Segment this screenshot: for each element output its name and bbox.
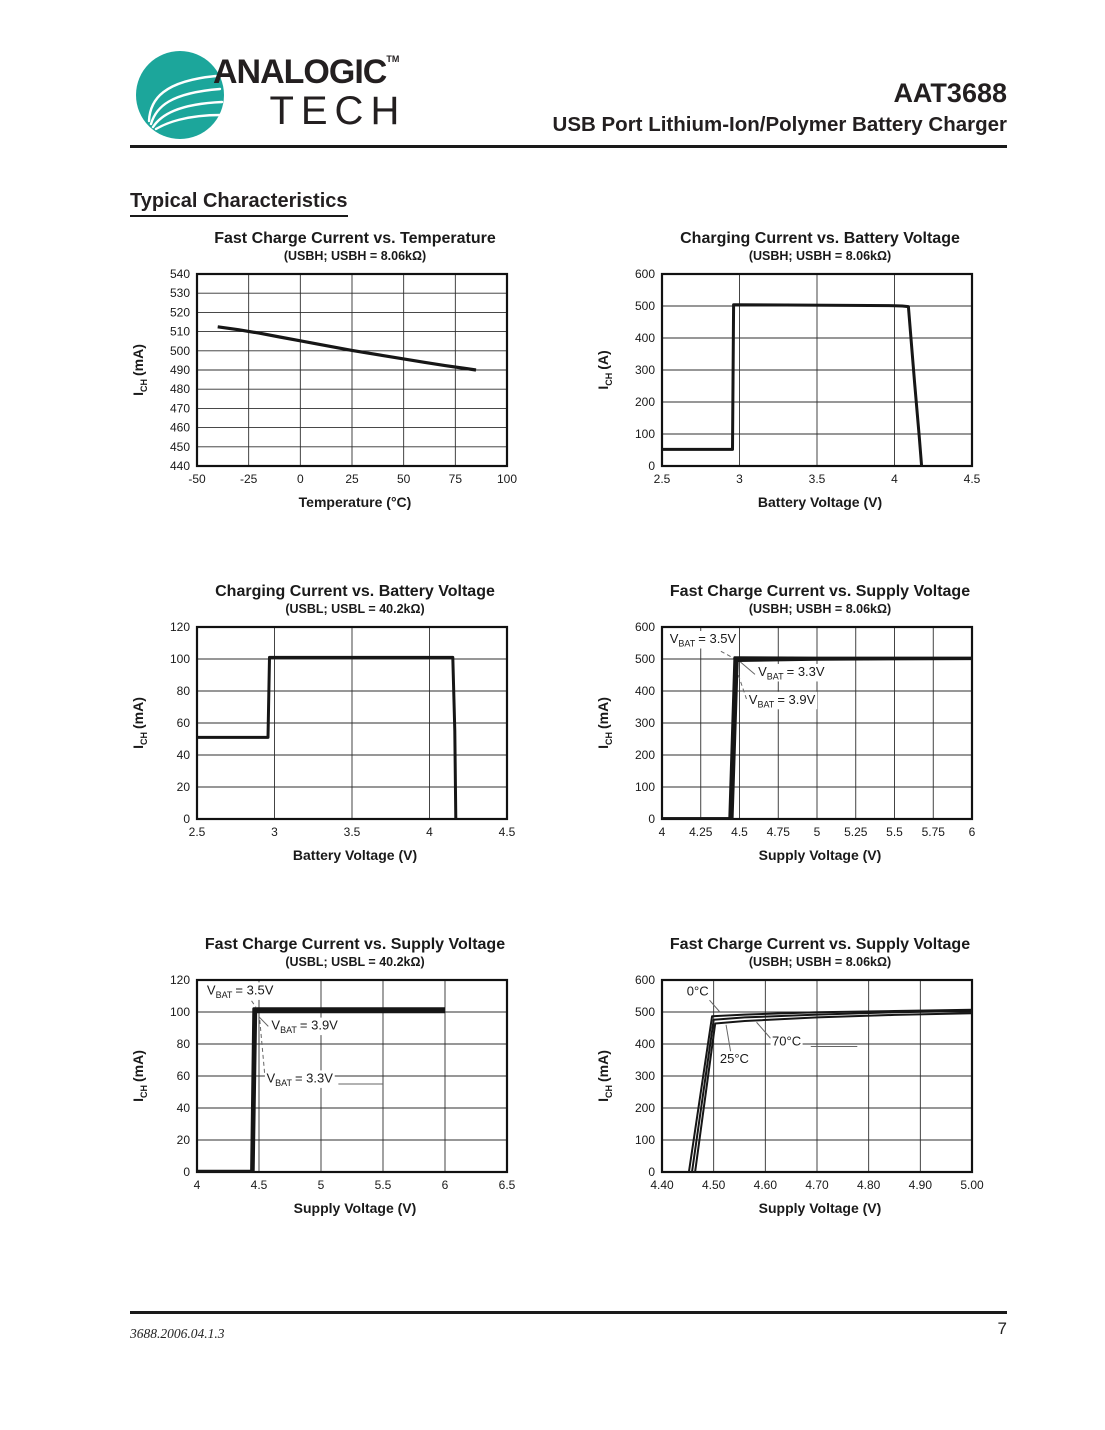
chart-fast-charge-current-vs-temperature xyxy=(127,230,547,510)
svg-text:5.75: 5.75 xyxy=(921,825,945,839)
doc-version: 3688.2006.04.1.3 xyxy=(130,1326,225,1341)
svg-text:25°C: 25°C xyxy=(719,1051,749,1067)
chart-subtitle: (USBH; USBH = 8.06kΩ) xyxy=(748,249,892,263)
y-axis-label: $I_{CH}(mA)$ xyxy=(130,344,149,396)
chart-canvas xyxy=(127,621,547,843)
chart-charging-current-vs-battery-voltage-usbh xyxy=(592,230,1012,510)
chart-charging-current-vs-battery-voltage-usbl xyxy=(127,583,547,863)
svg-text:4.75: 4.75 xyxy=(766,825,790,839)
logo-circle xyxy=(136,51,224,139)
header-rule xyxy=(130,145,1007,148)
svg-text:100: 100 xyxy=(169,1005,190,1019)
svg-text:4: 4 xyxy=(891,472,898,486)
part-number: AAT3688 xyxy=(893,78,1007,108)
svg-text:4.5: 4.5 xyxy=(963,472,981,486)
svg-text:4.70: 4.70 xyxy=(805,1178,829,1192)
svg-text:60: 60 xyxy=(176,1069,190,1083)
svg-text:2.5: 2.5 xyxy=(653,472,671,486)
svg-text:600: 600 xyxy=(634,621,655,634)
svg-text:4.5: 4.5 xyxy=(731,825,748,839)
svg-text:VBAT= 3.5V: $V_{BAT} = 3.5V$ xyxy=(669,631,737,649)
x-axis-label: Supply Voltage (V) xyxy=(758,847,882,863)
svg-text:600: 600 xyxy=(634,268,655,281)
document-title: USB Port Lithium-Ion/Polymer Battery Charger xyxy=(552,113,1007,136)
svg-text:0: 0 xyxy=(296,472,304,486)
svg-text:0: 0 xyxy=(648,812,655,826)
chart-subtitle: (USBH; USBH = 8.06kΩ) xyxy=(283,249,427,263)
svg-text:VBAT= 3.3V: $V_{BAT} = 3.3V$ xyxy=(758,663,825,682)
svg-text:2.5: 2.5 xyxy=(188,825,206,839)
svg-text:200: 200 xyxy=(634,748,655,762)
x-axis-label: Battery Voltage (V) xyxy=(757,494,883,510)
svg-text:4.50: 4.50 xyxy=(701,1178,726,1192)
svg-text:500: 500 xyxy=(634,652,655,666)
chart-title: Charging Current vs. Battery Voltage xyxy=(680,230,960,247)
svg-text:4.60: 4.60 xyxy=(753,1178,778,1192)
chart-title: Fast Charge Current vs. Supply Voltage xyxy=(669,583,971,600)
svg-text:VBAT= 3.5V: $V_{BAT} = 3.5V$ xyxy=(206,982,274,1000)
y-axis-label: $I_{CH}(A)$ xyxy=(595,350,614,390)
svg-text:0: 0 xyxy=(183,1165,190,1179)
svg-text:0°C: 0°C xyxy=(686,983,709,999)
svg-text:4.90: 4.90 xyxy=(908,1178,933,1192)
svg-text:510: 510 xyxy=(169,324,190,339)
svg-text:600: 600 xyxy=(634,974,655,987)
svg-text:440: 440 xyxy=(169,459,190,473)
y-axis-label: $I_{CH}(mA)$ xyxy=(130,1050,149,1102)
chart-title: Fast Charge Current vs. Supply Voltage xyxy=(669,936,971,953)
page-number: 7 xyxy=(997,1319,1007,1338)
chart-subtitle: (USBL; USBL = 40.2kΩ) xyxy=(285,955,425,969)
svg-text:6: 6 xyxy=(441,1178,449,1192)
svg-text:400: 400 xyxy=(634,684,655,698)
chart-subtitle: (USBL; USBL = 40.2kΩ) xyxy=(285,602,425,616)
svg-text:5: 5 xyxy=(317,1178,325,1192)
svg-text:450: 450 xyxy=(169,439,190,454)
x-axis-label: Battery Voltage (V) xyxy=(292,847,418,863)
svg-text:5.25: 5.25 xyxy=(844,825,868,839)
chart-canvas xyxy=(592,268,1012,490)
svg-text:100: 100 xyxy=(634,1133,655,1147)
svg-text:0: 0 xyxy=(183,812,190,826)
svg-text:3.5: 3.5 xyxy=(343,825,361,839)
chart-subtitle: (USBH; USBH = 8.06kΩ) xyxy=(748,955,892,969)
brand-name xyxy=(213,53,407,133)
svg-text:3: 3 xyxy=(271,825,278,839)
svg-text:4.5: 4.5 xyxy=(498,825,516,839)
svg-text:500: 500 xyxy=(634,299,655,313)
svg-text:5.5: 5.5 xyxy=(886,825,903,839)
svg-text:75: 75 xyxy=(448,472,463,486)
svg-text:120: 120 xyxy=(169,974,190,987)
svg-text:3.5: 3.5 xyxy=(808,472,826,486)
chart-title: Fast Charge Current vs. Temperature xyxy=(214,230,496,247)
svg-text:530: 530 xyxy=(169,286,190,301)
svg-text:460: 460 xyxy=(169,420,190,435)
svg-text:4.80: 4.80 xyxy=(856,1178,881,1192)
svg-text:400: 400 xyxy=(634,331,655,345)
svg-text:4.5: 4.5 xyxy=(250,1178,268,1192)
svg-text:6.5: 6.5 xyxy=(498,1178,516,1192)
y-axis-label: $I_{CH}(mA)$ xyxy=(595,1050,614,1102)
svg-text:6: 6 xyxy=(968,825,976,839)
svg-text:500: 500 xyxy=(169,343,190,358)
svg-text:4.40: 4.40 xyxy=(650,1178,674,1192)
svg-text:5.5: 5.5 xyxy=(374,1178,392,1192)
svg-text:480: 480 xyxy=(169,382,190,397)
svg-text:100: 100 xyxy=(496,472,518,486)
x-axis-label: Temperature (°C) xyxy=(298,494,412,510)
svg-text:40: 40 xyxy=(176,1101,190,1115)
y-axis-label: $I_{CH}(mA)$ xyxy=(130,697,149,749)
svg-text:300: 300 xyxy=(634,1069,655,1083)
svg-text:540: 540 xyxy=(169,268,190,281)
svg-text:5: 5 xyxy=(813,825,821,839)
chart-canvas xyxy=(592,621,1012,843)
svg-text:300: 300 xyxy=(634,716,655,730)
svg-text:25: 25 xyxy=(345,472,359,486)
svg-text:100: 100 xyxy=(634,780,655,794)
chart-fast-charge-current-vs-supply-voltage-usbl xyxy=(127,936,547,1216)
svg-text:200: 200 xyxy=(634,395,655,409)
svg-text:40: 40 xyxy=(176,748,190,762)
svg-text:4: 4 xyxy=(658,825,666,839)
x-axis-label: Supply Voltage (V) xyxy=(293,1200,417,1216)
svg-text:20: 20 xyxy=(176,1133,190,1147)
svg-text:400: 400 xyxy=(634,1037,655,1051)
brand-tech: TECH xyxy=(269,89,407,133)
svg-text:120: 120 xyxy=(169,621,190,634)
svg-text:5.00: 5.00 xyxy=(960,1178,984,1192)
svg-text:100: 100 xyxy=(169,652,190,666)
svg-text:500: 500 xyxy=(634,1005,655,1019)
trademark-symbol: TM xyxy=(386,54,400,64)
svg-text:300: 300 xyxy=(634,363,655,377)
chart-canvas xyxy=(592,974,1012,1196)
section-title: Typical Characteristics xyxy=(130,190,348,217)
svg-text:4: 4 xyxy=(193,1178,201,1192)
brand-analogic: ANALOGIC xyxy=(213,53,387,91)
chart-canvas xyxy=(127,974,547,1196)
chart-fast-charge-current-vs-supply-voltage-temperature xyxy=(592,936,1012,1216)
chart-title: Charging Current vs. Battery Voltage xyxy=(215,583,495,600)
svg-text:80: 80 xyxy=(176,1037,190,1051)
svg-text:VBAT= 3.9V: $V_{BAT} = 3.9V$ xyxy=(748,691,816,710)
svg-text:0: 0 xyxy=(648,1165,655,1179)
svg-text:60: 60 xyxy=(176,716,190,730)
svg-text:70°C: 70°C xyxy=(772,1033,802,1049)
svg-text:4.25: 4.25 xyxy=(689,825,713,839)
chart-subtitle: (USBH; USBH = 8.06kΩ) xyxy=(748,602,892,616)
svg-text:4: 4 xyxy=(426,825,433,839)
chart-fast-charge-current-vs-supply-voltage-usbh xyxy=(592,583,1012,863)
y-axis-label: $I_{CH}(mA)$ xyxy=(595,697,614,749)
svg-text:80: 80 xyxy=(176,684,190,698)
svg-text:100: 100 xyxy=(634,427,655,441)
analogictech-logo xyxy=(136,50,224,140)
svg-text:-50: -50 xyxy=(188,472,206,486)
svg-text:VBAT= 3.3V: $V_{BAT} = 3.3V$ xyxy=(266,1070,333,1088)
svg-text:0: 0 xyxy=(648,459,655,473)
svg-text:200: 200 xyxy=(634,1101,655,1115)
svg-text:470: 470 xyxy=(169,401,190,416)
svg-text:3: 3 xyxy=(736,472,743,486)
svg-text:20: 20 xyxy=(176,780,190,794)
x-axis-label: Supply Voltage (V) xyxy=(758,1200,882,1216)
chart-canvas xyxy=(127,268,547,490)
svg-text:520: 520 xyxy=(169,305,190,320)
svg-text:490: 490 xyxy=(169,363,190,377)
svg-text:50: 50 xyxy=(396,472,411,486)
svg-text:VBAT= 3.9V: $V_{BAT} = 3.9V$ xyxy=(271,1017,338,1036)
footer-rule xyxy=(130,1311,1007,1314)
svg-text:-25: -25 xyxy=(239,472,258,486)
chart-title: Fast Charge Current vs. Supply Voltage xyxy=(204,936,506,953)
